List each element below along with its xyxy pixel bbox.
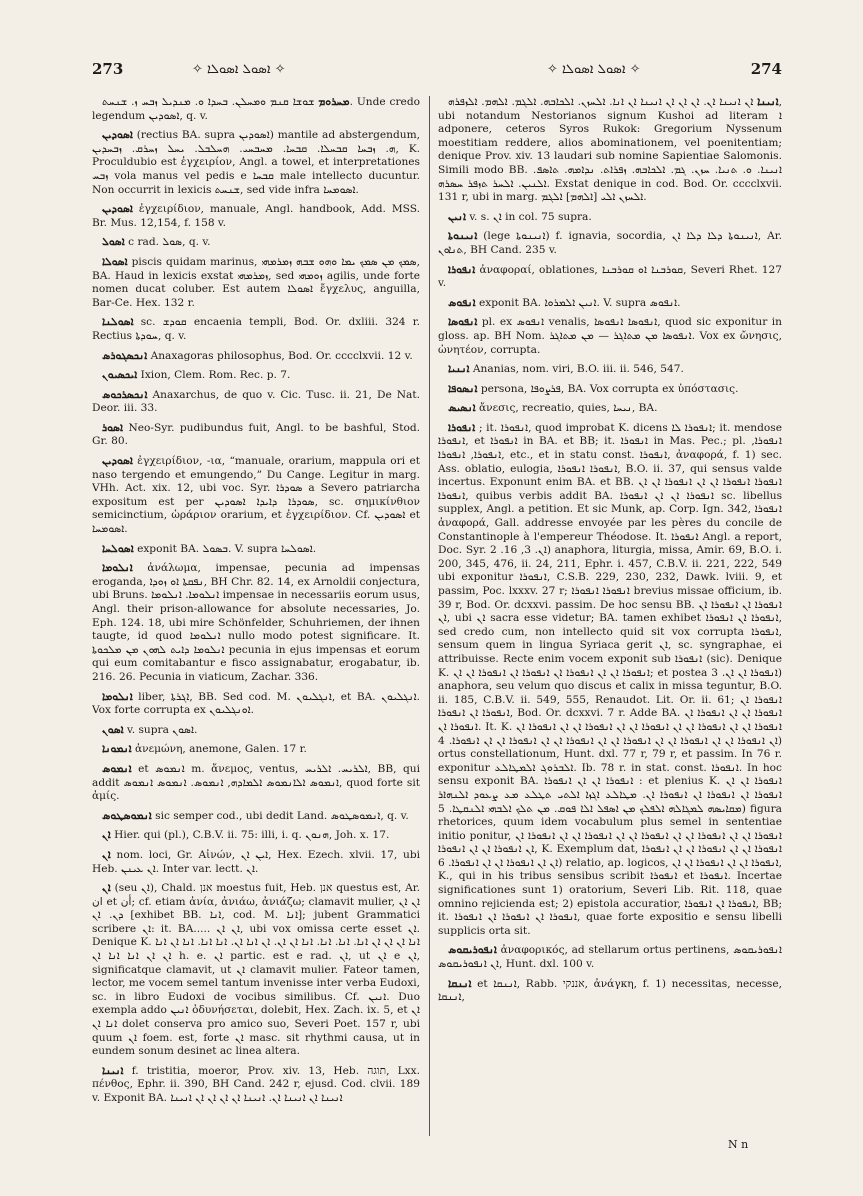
dictionary-entry <box>92 829 420 843</box>
entry-headword: ܐܢܦܘܣ <box>448 296 476 309</box>
dictionary-entry <box>92 882 420 1059</box>
dictionary-entry <box>438 422 782 939</box>
dictionary-entry <box>92 129 420 197</box>
entry-text: exponit BA. ܒܣܘܠ. V. supra ܐܣܘܠܚܐ. <box>137 542 317 555</box>
entry-text: ܫܘܫܐ ܩܢܡ ܘܡܚܠܢ. ܒܚܕܐ ܘ. ܡܢܕܝܠ ܙܒܚ ܙ. ܫܢܚܬ. Unde credo legendum ܐܣܘܕܝܢ, q. v. <box>92 96 420 122</box>
entry-headword: ܐܢܦܘܪܐ <box>448 263 476 276</box>
entry-headword: ܐܣܘܠ <box>102 236 125 249</box>
dictionary-entry <box>92 96 420 123</box>
entry-text: sc. ܩܘܕܫ encaenia templi, Bod. Or. dxliii. 324 r. Rectius ܚܘܕܬܐ, q. v. <box>92 316 420 342</box>
dictionary-entry <box>92 256 420 310</box>
dictionary-entry <box>438 230 782 257</box>
entry-text: ܐܢ ܐܢܝܢܐ ܐܢ. ܐܢ ܐܢ ܐܢ ܐܢܝܢܐ ܐܢ ܐܢܐ. ܐܠܚܙܢ. ܐܠܟܐܒܗ. ܐܠܓܡ. ܐܠܗܡ. ܐܠܙܦܪܗ, ubi notandum Nestorianos signum Kushoi ad literam ܐ adponere, ceteros Syros Rukok: Gregorium Nyssenum moestitiam reddere, alios abominationem, vel poenitentiam; denique Prov. xiv. 13 laudari sub nomine Sapientiae Salomonis. Simili modo BB. ܐܢܝܢܐ. ܘ. ܬܢܝܐ. ܚܙܢ. ܓܡ. ܐܠܟܐܒܗ. ܙܦܪܐܬ. ܢܕܐܡܗ. ܬܐܣܦ. ܐܠܢܝܢ. ܐܠܚܪ ܬܙܦܪ ܚܣܪܗ. Exstat denique in cod. Bod. Or. cccclxvii. 131 r, ubi in marg. ܐܠܚܙܢ ܐܠܝ [ܐܠܗܡ] ܐܠܓܡ. <box>438 96 782 204</box>
dictionary-entry <box>92 543 420 557</box>
entry-text: Anaxarchus, de quo v. Cic. Tusc. ii. 21, De Nat. Deor. iii. 33. <box>92 388 420 415</box>
entry-headword: ܐܣܘܕܝܢ <box>102 455 133 468</box>
entry-text: ἀνάλωμα, impensae, pecunia ad impensas eroganda, ܢܦܩܬܐ ܐܘ ܙܘܕܐ, BH Chr. 82. 14, ex Arnoldii conjectura, ubi Bruns. ܐܢܠܘܡܐ. ܐܢܠܘܡܐ impensae in necessariis eorum usus, Angl. their prison-allowance for absolute necessaries, Jo. Eph. 124. 18, ubi mire Schönfelder, Schuhriemen, der ihnen taugte, id quod ܐܢܠܘܡܐ nullo modo potest significare. It. ܐܢܠܘܡܐ ܕܐܝܬ ܠܗܘܢ ܡܢ ܡܠܟܘܬܐ pecunia in ejus impensas et eorum qui eum comitabantur e fisco assignabatur, erogabatur, ib. 216. 26. Pecunia in viaticum, Zachar. 336. <box>92 562 420 683</box>
entry-text: pl. ex ܐܢܦܘܣ venalis, ܐܢܦܘܣܐ ܐܢܦܘܣܐ, quod sic exponitur in gloss. ap. BH Nom. ܐܢܦܘܣܐ ܡܢ ܡܬܐܓܪ — ܡܢ ܡܬܐܓܪ. Vox ex ὤνησις, ὠνητέον, corrupta. <box>438 316 782 356</box>
entry-text: Anaxagoras philosophus, Bod. Or. cccclxvii. 12 v. <box>150 349 413 362</box>
dictionary-entry <box>438 264 782 291</box>
entry-headword: ܐܢܣܝܣ <box>448 402 476 415</box>
dictionary-entry <box>438 96 782 205</box>
entry-headword: ܐܢܝܢܐ <box>757 96 779 108</box>
entry-headword: ܐܣܘܕܝܢ <box>102 129 133 142</box>
entry-text: ἄνεσις, recreatio, quies, ܢܝܚܐ, BA. <box>478 402 658 415</box>
entry-headword: ܐܣܘܠܚܐ <box>102 542 134 555</box>
entry-text: piscis quidam marinus, ܣܡܟ ܡܢ ܣܡܟ ܝܡܐ ܘܗܘ ܫܒܗ ܙܡܪܡܗܝ, BA. Haud in lexicis exstat ܙܡܪܡܗܝ, sed ܙܘܡܗܝ agilis, unde forte nomen ducat coluber. Est autem ܐܣܘܠܐ ἔγχελυς, anguilla, Bar-Ce. Hex. 132 r. <box>92 255 420 309</box>
dictionary-entry <box>92 236 420 250</box>
dictionary-entry <box>92 743 420 757</box>
entry-text: v. supra ܐܣܘܢ. <box>127 723 198 736</box>
entry-text: Neo-Syr. pudibundus fuit, Angl. to be bashful, Stod. Gr. 80. <box>92 421 420 448</box>
entry-text: v. s. ܐܢ in col. 75 supra. <box>469 210 592 223</box>
running-head-left: ✧ ܐܣܘܠ ܐܣܘܠܐ ✧ <box>192 62 286 77</box>
entry-headword: ܐܢܝܢܐ <box>102 1064 124 1077</box>
entry-text: (rectius BA. supra ܐܣܘܕܝܢ) mantile ad abstergendum, ܗ. ܙܒܚܐ ܩܒܚܠܐ. ܩܒܚܐ. ܡܚܒܚܝ. ܗܚܠܒܠ. ܝܚܠ ܙܚܪܩ. ܙܒܚܕܝܢ, K. Proculdubio est ἐγχειρίον, Angl. a towel, et interpretationes ܙܒܚ vola manus vel pedis e ܩܒܚܐ male intellecto ducuntur. Non occurrit in lexicis ܫܢܚܬ, sed vide infra ܐܣܘܡܚܐ. <box>92 129 420 196</box>
entry-headword: ܐܢ <box>102 848 111 861</box>
entry-headword: ܐܣܘܠܐ <box>102 255 128 268</box>
entry-headword: ܐܢ <box>102 882 111 895</box>
right-column <box>438 96 782 1126</box>
entry-text: exponit BA. ܐܢܝܢ ܐܠܡܪܘܐ. V. supra ܐܢܦܘܣ. <box>478 296 681 309</box>
entry-headword: ܐܢܢܝܐ <box>448 363 470 376</box>
page-number-right: 274 <box>750 60 782 78</box>
dictionary-entry <box>92 724 420 738</box>
dictionary-entry <box>92 691 420 718</box>
entry-headword: ܐܢܦܘܣܐ <box>448 316 478 329</box>
entry-text: f. tristitia, moeror, Prov. xiv. 13, Heb. תוגה, Lxx. πένθος, Ephr. ii. 390, BH Cand. 242 r, ejusd. Cod. clvii. 189 v. Exponit BA. ܐܢܝܢܐ ܐܢ ܐܢܝܢܐ ܐܢ. ܐܢܝܢܐ ܐܢ ܐܢ ܐܢ ܐܢ ܐܢܝܢܐ <box>92 1064 420 1104</box>
entry-text: ; it. ܐܢܦܘܪܐ, quod improbat K. dicens ܐܢܦܘܪܐ ܠܐ; it. mendose ܐܢܦܘܪܐ, et ܐܢܦܘܪܐ in BA. et BB; it. ܐܢܦܘܪܐ in Mas. Pec.; pl. ܐܢܦܘܪܐ, ܐܢܦܘܪܐ, ܐܢܦܘܪܐ, etc., et in statu const. ܐܢܦܘܪܐ, ἀναφορά, f. 1) sec. Ass. oblatio, eulogia, ܐܢܦܘܪܐ ܐܢܦܘܪܐ, B.O. ii. 37, qui sensus valde incertus. Exponunt enim BA. et BB. ܐܢܦܘܪܐ ܐܢܦܘܪܐ ܐܢ ܐܢ ܐܢܦܘܪܐ ܐܢ ܐܢ ܐܢܦܘܪܐ, quibus verbis addit BA. ܐܢܦܘܪܐ ܐܢ ܐܢ ܐܢܦܘܪܐ sc. libellus supplex, Angl. a petition. Et sic Munk, ap. Corp. Ign. 342, ܐܢܦܘܪܐ ἀναφορά, Gall. addresse envoyée par les pères du concile de Constantinople à l'empereur Théodose. It. ܐܢܦܘܪܐ Angl. a report, Doc. Syr. ܐܢ. 3, 16. 2) anaphora, liturgia, missa, Amir. 69, B.O. i. 200, 345, 476, ii. 24, 211, Ephr. i. 457, C.B.V. ii. 221, 222, 549 ubi exponitur ܐܢܦܘܪܐ, C.S.B. 229, 230, 232, Dawk. lviii. 9, et passim, Poc. lxxxv. 27 r; ܐܢܦܘܪܐ ܐܢܦܘܪܐ brevius missae officium, ib. 39 r, Bod. Or. dcxxvi. passim. De hoc sensu BB. ܐܢܦܘܪܐ ܐܢ ܐܢܦܘܪܐ ܐܢ ܐܢ, ubi ܐܢ sacra esse videtur; BA. tamen exhibet ܐܢܦܘܪܐ ܐܢ ܐܢܦܘܪܐ, sed credo cum, non intellecto quid sit vox corrupta ܐܢܦܘܪܐ, sensum quem in lingua Syriaca gerit ܐܢ, sc. syngraphae, ei attribuisse. Recte enim vocem exponit sub ܐܢܦܘܪܐ (sic). Denique K. ܐܢܦܘܪܐ ܐܢ ܐܢ ܐܢܦܘܪܐ ܐܢ ܐܢܦܘܪܐ ܐܢ ܐܢܦܘܪܐ ܐܢ ܐܢ; et postea ܐܢܦܘܪܐ ܐܢ ܐܢ. 3) anaphora, seu velum quo discus et calix in missa teguntur, B.O. ii. 185, C.B.V. ii. 549, 555, Renaudot. Lit. Or. ii. 61; ܐܢܦܘܪܐ ܐܢ ܐܢܦܘܪܐ ܐܢ ܐܢܦܘܪܐ, Bod. Or. dcxxvi. 7 r. Adde BA. ܐܢܦܘܪܐ ܐܢ ܐܢ ܐܢܦܘܪܐ ܐܢ ܐܢܦܘܪܐ ܐܢ. It. K. ܐܢܦܘܪܐ ܐܢ ܐܢ ܐܢܦܘܪܐ ܐܢ ܐܢ ܐܢܦܘܪܐ ܐܢ ܐܢ ܐܢܦܘܪܐ ܐܢ ܐܢ ܐܢܦܘܪܐ ܐܢ ܐܢ ܐܢܦܘܪܐ ܐܢ ܐܢ ܐܢܦܘܪܐ ܐܢ ܐܢ ܐܢܦܘܪܐ ܐܢ ܐܢ ܐܢܦܘܪܐ ܐܢ ܐܢ ܐܢܦܘܪܐ ܐܢ ܐܢ ܐܢܦܘܪܐ. 4) ortus constellationum, Hunt. dxl. 77 r, 79 r, et passim. In 76 r. exponitur ܐܠܒܪܘܓ ܐܠܡܛܐܠܥ. Ib. 78 r. in stat. const. ܐܢܦܘܪܐ. In hoc sensu exponit BA. ܐܢܦܘܪܐ ܐܢ ܐܢ ܐܢܦܘܪܐ : et plenius K. ܐܢܦܘܪܐ ܐܢ ܐܢ ܐܢܦܘܪܐ ܐܢ ܐܢܦܘܪܐ ܐܢ ܐܢܦܘܪܐ ܐܢ. ܡܛܐܠܥ ܐܓܙܐ ܐܠܬܝ ܬܛܠܥ ܡܥ ܨܥܘܕ ܐܠܢܗܐܪ ܡܩܐܝܣܗ ܠܡܓܐܠܗ ܐܠܦܠܟ ܡܢ ܐܣܦܠ ܐܠܐ ܦܘܩ. ܡܢ ܬܠܟ ܐܠܒܗܝ ܐܠܢܩܛܐ. 5) figura rhetorices, quum idem vocabulum plus semel in sententiae initio ponitur, ܐܢܦܘܪܐ ܐܢ ܐܢ ܐܢܦܘܪܐ ܐܢ ܐܢ ܐܢܦܘܪܐ ܐܢ ܐܢ ܐܢܦܘܪܐ ܐܢ ܐܢ ܐܢܦܘܪܐ ܐܢ ܐܢ ܐܢܦܘܪܐ ܐܢ ܐܢ ܐܢܦܘܪܐ, K. Exemplum dat, ܐܢܦܘܪܐ ܐܢ ܐܢ ܐܢܦܘܪܐ ܐܢ ܐܢ ܐܢܦܘܪܐ ܐܢ ܐܢ ܐܢܦܘܪܐ ܐܢ ܐܢ ܐܢܦܘܪܐ. 6) relatio, ap. logicos, ܐܢܦܘܪܐ ܐܢ ܐܢ ܐܢܦܘܪܐ ܐܢ ܐܢ, K., qui in his tribus sensibus scribit ܐܢܦܘܪܐ et ܐܢܦܘܪܐ. Incertae significationes sunt 1) oratorium, Severi Lib. Rit. 118, quae omnino rejicienda est; 2) epistola accuratior, ܐܢܦܘܪܐ ܐܢ ܐܢܦܘܪܐ, BB; it. ܐܢܦܘܪܐ ܐܢ ܐܢܦܘܪܐ ܐܢ ܐܢܦܘܪܐ, quae forte expositio e sensu libelli supplicis orta sit. <box>438 421 782 937</box>
entry-headword: ܡܚܪܘܡ <box>318 96 350 108</box>
entry-text: et ܐܢܡܘܣ m. ἄνεμος, ventus, ܐܠܪܝܚ. ܐܠܪܝܚ, BB, qui addit ܐܢܡܘܣ ܐܠܐܢܡܘܣ ܐܠܡܐܕܗ, ܐܢܡܘܣ. ܐܢܡܘܣ ܐܢܡܘܣ, quod forte sit ἀμίς. <box>92 762 420 803</box>
dictionary-entry <box>92 1065 420 1106</box>
entry-text: et ܐܢܢܩܐ, Rabb. אננקי, ἀνάγκη, f. 1) necessitas, necesse, ܐܢܢܩܐ, <box>438 977 782 1004</box>
dictionary-entry <box>92 369 420 383</box>
entry-headword: ܐܢܡܘܣܛܘܣ <box>102 809 152 822</box>
entry-headword: ܐܢܠܘܡܐ <box>102 690 133 703</box>
entry-headword: ܐܢܝܢܘܬܐ <box>448 230 478 243</box>
entry-text: sic semper cod., ubi dedit Land. ܐܢܡܘܣܛܘܣ, q. v. <box>155 809 409 822</box>
dictionary-entry <box>92 422 420 449</box>
entry-headword: ܐܢܦܘܪܐ <box>448 421 476 434</box>
entry-headword: ܐܣܘܪ <box>102 421 124 434</box>
entry-text: (lege ܐܢܝܢܘܬܐ) f. ignavia, socordia, ܐܢܝܢܘܬܐ ܕܠܐ ܕܠܐ ܐܢ, Ar. ܬܢܐܘܢ, BH Cand. 235 v. <box>438 230 782 256</box>
entry-text: persona, ܦܪܨܘܦܐ, BA. Vox corrupta ex ὑπόστασις. <box>480 382 739 395</box>
dictionary-entry <box>438 383 782 397</box>
entry-headword: ܐܣܘܢ <box>102 723 124 736</box>
dictionary-entry <box>438 944 782 971</box>
entry-headword: ܐܢܣܘܦܐ <box>448 382 478 395</box>
entry-headword: ܐܢܡܘܢܐ <box>102 743 132 756</box>
dictionary-entry <box>438 316 782 357</box>
dictionary-entry <box>438 978 782 1005</box>
entry-headword: ܐܢܦܘܪܝܩܘܣ <box>448 944 497 957</box>
dictionary-entry <box>92 763 420 804</box>
entry-text: Ananias, nom. viri, B.O. iii. ii. 546, 547. <box>472 363 684 376</box>
entry-text: c rad. ܣܘܠ, q. v. <box>128 236 211 249</box>
dictionary-entry <box>92 316 420 343</box>
dictionary-entry <box>92 562 420 684</box>
dictionary-entry <box>92 389 420 416</box>
entry-headword: ܐܝܟܣܝܘܢ <box>102 369 138 382</box>
dictionary-entry <box>438 363 782 377</box>
left-column <box>92 96 420 1126</box>
dictionary-entry <box>92 350 420 364</box>
page-number-left: 273 <box>92 60 124 78</box>
entry-text: ἀναφοραί, oblationes, ܩܘܪܒܢܐ ܐܘ ܩܘܪܒܢܐ, Severi Rhet. 127 v. <box>438 263 782 290</box>
dictionary-entry <box>438 211 782 225</box>
entry-text: ἀνεμώνη, anemone, Galen. 17 r. <box>135 743 307 756</box>
entry-headword: ܐܢ <box>102 829 111 842</box>
entry-headword: ܐܢܝܢ <box>448 210 466 223</box>
entry-headword: ܐܢܢܩܐ <box>448 977 472 990</box>
entry-headword: ܐܢܟܣܪܟܘܣ <box>102 388 148 401</box>
entry-headword: ܐܢܟܣܓܘܪܣ <box>102 349 148 362</box>
entry-headword: ܐܢܠܘܡܐ <box>102 562 133 575</box>
entry-text: (seu ܐܢ), Chald. אנן moestus fuit, Heb. אנן questus est, Ar. ان et أن; cf. etiam ἀνία, ἀνιάω, ἀνιάζω; clamavit mulier, ܐܢ ܐܢ ܕܢ. ܐܢ [exhibet BB. ܐܢܐ, cod. M. ܐܢܐ]; jubent Grammatici scribere ܐܢ: it. BA..... ܐܢ ܐܢ, ubi vox omissa certe esset ܐܢ. Denique K. ܐܢܐ ܐܢ ܐܢ ܐܢ ܐܢܐ. ܐܢܐ. ܐܢܐ. ܐܢܐ ܐܢ ܐܢ. ܐܢ ܐܢܐ ܐܢ. ܐܢܐ ܐܢܐ. ܐܢܐ ܐܢ ܐܢܐ ܐܢ ܐܢ ܐܢܐ ܐܢܐ ܐܢ h. e. ܐܢ partic. est e rad. ܐܢ, ut ܐܢ e ܐܢ, significatque clamavit, ut ܐܢ clamavit mulier. Fateor tamen, lector, me vocem semel tantum invenisse inter verba Eudoxi, sc. in libro Eudoxi de vocibus similibus. Cf. ܐܢܝܢ. Duo exempla addo ܐܢܝܢ ὀδυνήσεται, dolebit, Hex. Zach. ix. 5, et ܐܢ ܐܢܐ ܐܢ dolet conserva pro amico suo, Severi Poet. 157 r, ubi quum ܐܢ foem. est, forte ܐܢ masc. sit rhythmi causa, ut in eundem sonum desinet ac linea altera. <box>92 882 420 1058</box>
column-divider <box>429 96 430 1136</box>
dictionary-entry <box>92 455 420 537</box>
entry-text: Hier. qui (pl.), C.B.V. ii. 75: illi, i. q. ܗܢܘܢ, Joh. x. 17. <box>114 829 390 842</box>
entry-text: liber, ܐܓܪܬܐ, BB. Sed cod. M. ܐܢܓܠܝܘܢ, et BA. ܐܢܓܠܝܘܢ. Vox forte corrupta ex ܐܘܢܓܠܝܘܢ. <box>92 690 420 717</box>
dictionary-entry <box>438 297 782 311</box>
entry-text: Ixion, Clem. Rom. Rec. p. 7. <box>140 369 291 382</box>
entry-text: nom. loci, Gr. Αἰνών, ܐܝܢ ܐܢ, Hex. Ezech. xlvii. 17, ubi Heb. ܐܢ ܥܝܢܢ. Inter var. lectt. ܐܢ. <box>92 848 420 875</box>
entry-headword: ܐܢܡܘܣ <box>102 762 132 775</box>
dictionary-entry <box>92 810 420 824</box>
entry-text: ἐγχειρίδιον, -ια, “manuale, orarium, mappula ori et naso tergendo et emungendo,” Du Cange. Legitur in marg. VHh. Act. xix. 12, ubi voc. Syr. ܣܘܕܪܐ a Severo patriarcha expositum est per ܣܘܕܪܐ ܕܐܝܕܐ ܐܣܘܕܝܢ, sc. σημικίνθιον semicinctium, ὡράριον orarium, et ἐγχειρίδιον. Cf. ܐܣܘܕܝܢ et ܐܣܘܡܚܐ. <box>92 455 420 536</box>
dictionary-entry <box>92 203 420 230</box>
page-header <box>92 60 782 86</box>
dictionary-entry <box>92 849 420 876</box>
entry-headword: ܐܣܘܠܢܐ <box>102 316 134 329</box>
entry-text: ἀναφορικός, ad stellarum ortus pertinens, ܐܢܦܘܪܝܩܘܣ ܐܢ ܐܢܦܘܪܝܩܘܣ, Hunt. dxl. 100 v. <box>438 944 782 971</box>
entry-text: ἐγχειρίδιον, manuale, Angl. handbook, Add. MSS. Br. Mus. 12,154, f. 158 v. <box>92 203 420 229</box>
dictionary-entry <box>438 402 782 416</box>
running-head-right: ✧ ܐܣܘܠ ܐܣܘܠܐ ✧ <box>547 62 641 77</box>
entry-headword: ܐܣܘܕܝܢ <box>102 203 133 216</box>
signature-mark: N n <box>728 1138 749 1151</box>
